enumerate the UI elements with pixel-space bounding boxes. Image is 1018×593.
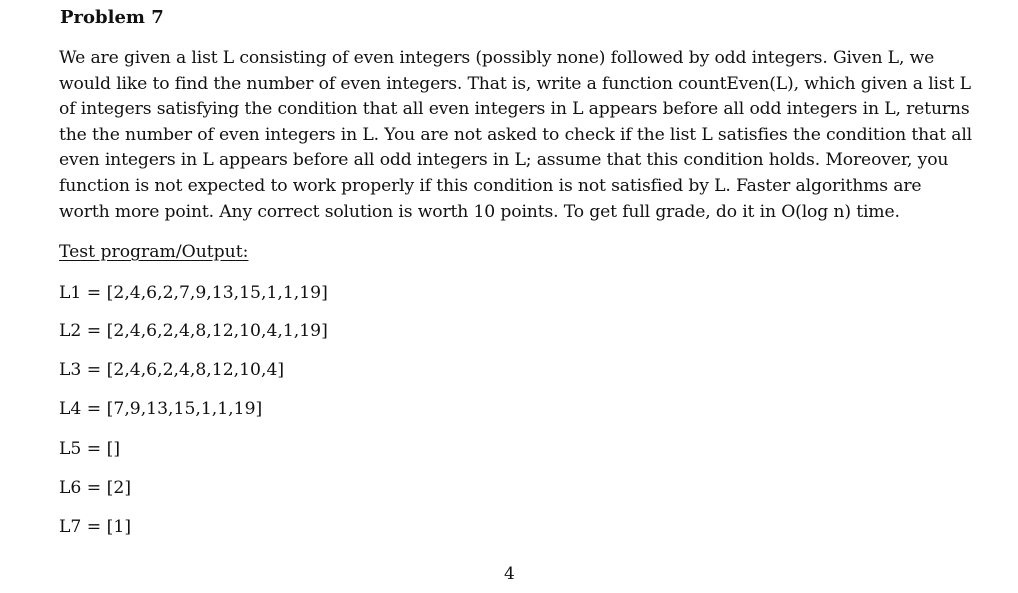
description-line: even integers in L appears before all odd integers in L; assume that this condition holds. Moreover, you (59, 150, 949, 171)
description-line: We are given a list L consisting of even integers (possibly none) followed by odd integers. Given L, we (59, 48, 935, 68)
description-line: function is not expected to work properly if this condition is not satisfied by L. Faster algorithms are (59, 175, 922, 196)
test-list-l6: L6 = [2] (59, 478, 132, 498)
test-list-l2: L2 = [2,4,6,2,4,8,12,10,4,1,19] (59, 321, 328, 341)
test-list-l4: L4 = [7,9,13,15,1,1,19] (59, 399, 263, 419)
description-line: the the number of even integers in L. You are not asked to check if the list L satisfies the condition that all (59, 124, 973, 145)
page-number: 4 (504, 564, 515, 584)
test-list-l7: L7 = [1] (59, 517, 132, 537)
test-program-heading: Test program/Output: (59, 242, 249, 262)
test-list-l1: L1 = [2,4,6,2,7,9,13,15,1,1,19] (59, 283, 328, 303)
problem-description (59, 46, 973, 225)
problem-title: Problem 7 (60, 7, 164, 28)
test-list-l3: L3 = [2,4,6,2,4,8,12,10,4] (59, 360, 285, 380)
description-line: of integers satisfying the condition that all even integers in L appears before all odd integers in L, returns (59, 99, 970, 120)
test-list-l5: L5 = [] (59, 439, 121, 459)
description-line: worth more point. Any correct solution is worth 10 points. To get full grade, do it in O(log n) time. (59, 201, 900, 222)
description-line: would like to find the number of even integers. That is, write a function countEven(L), which given a list L (59, 73, 971, 94)
